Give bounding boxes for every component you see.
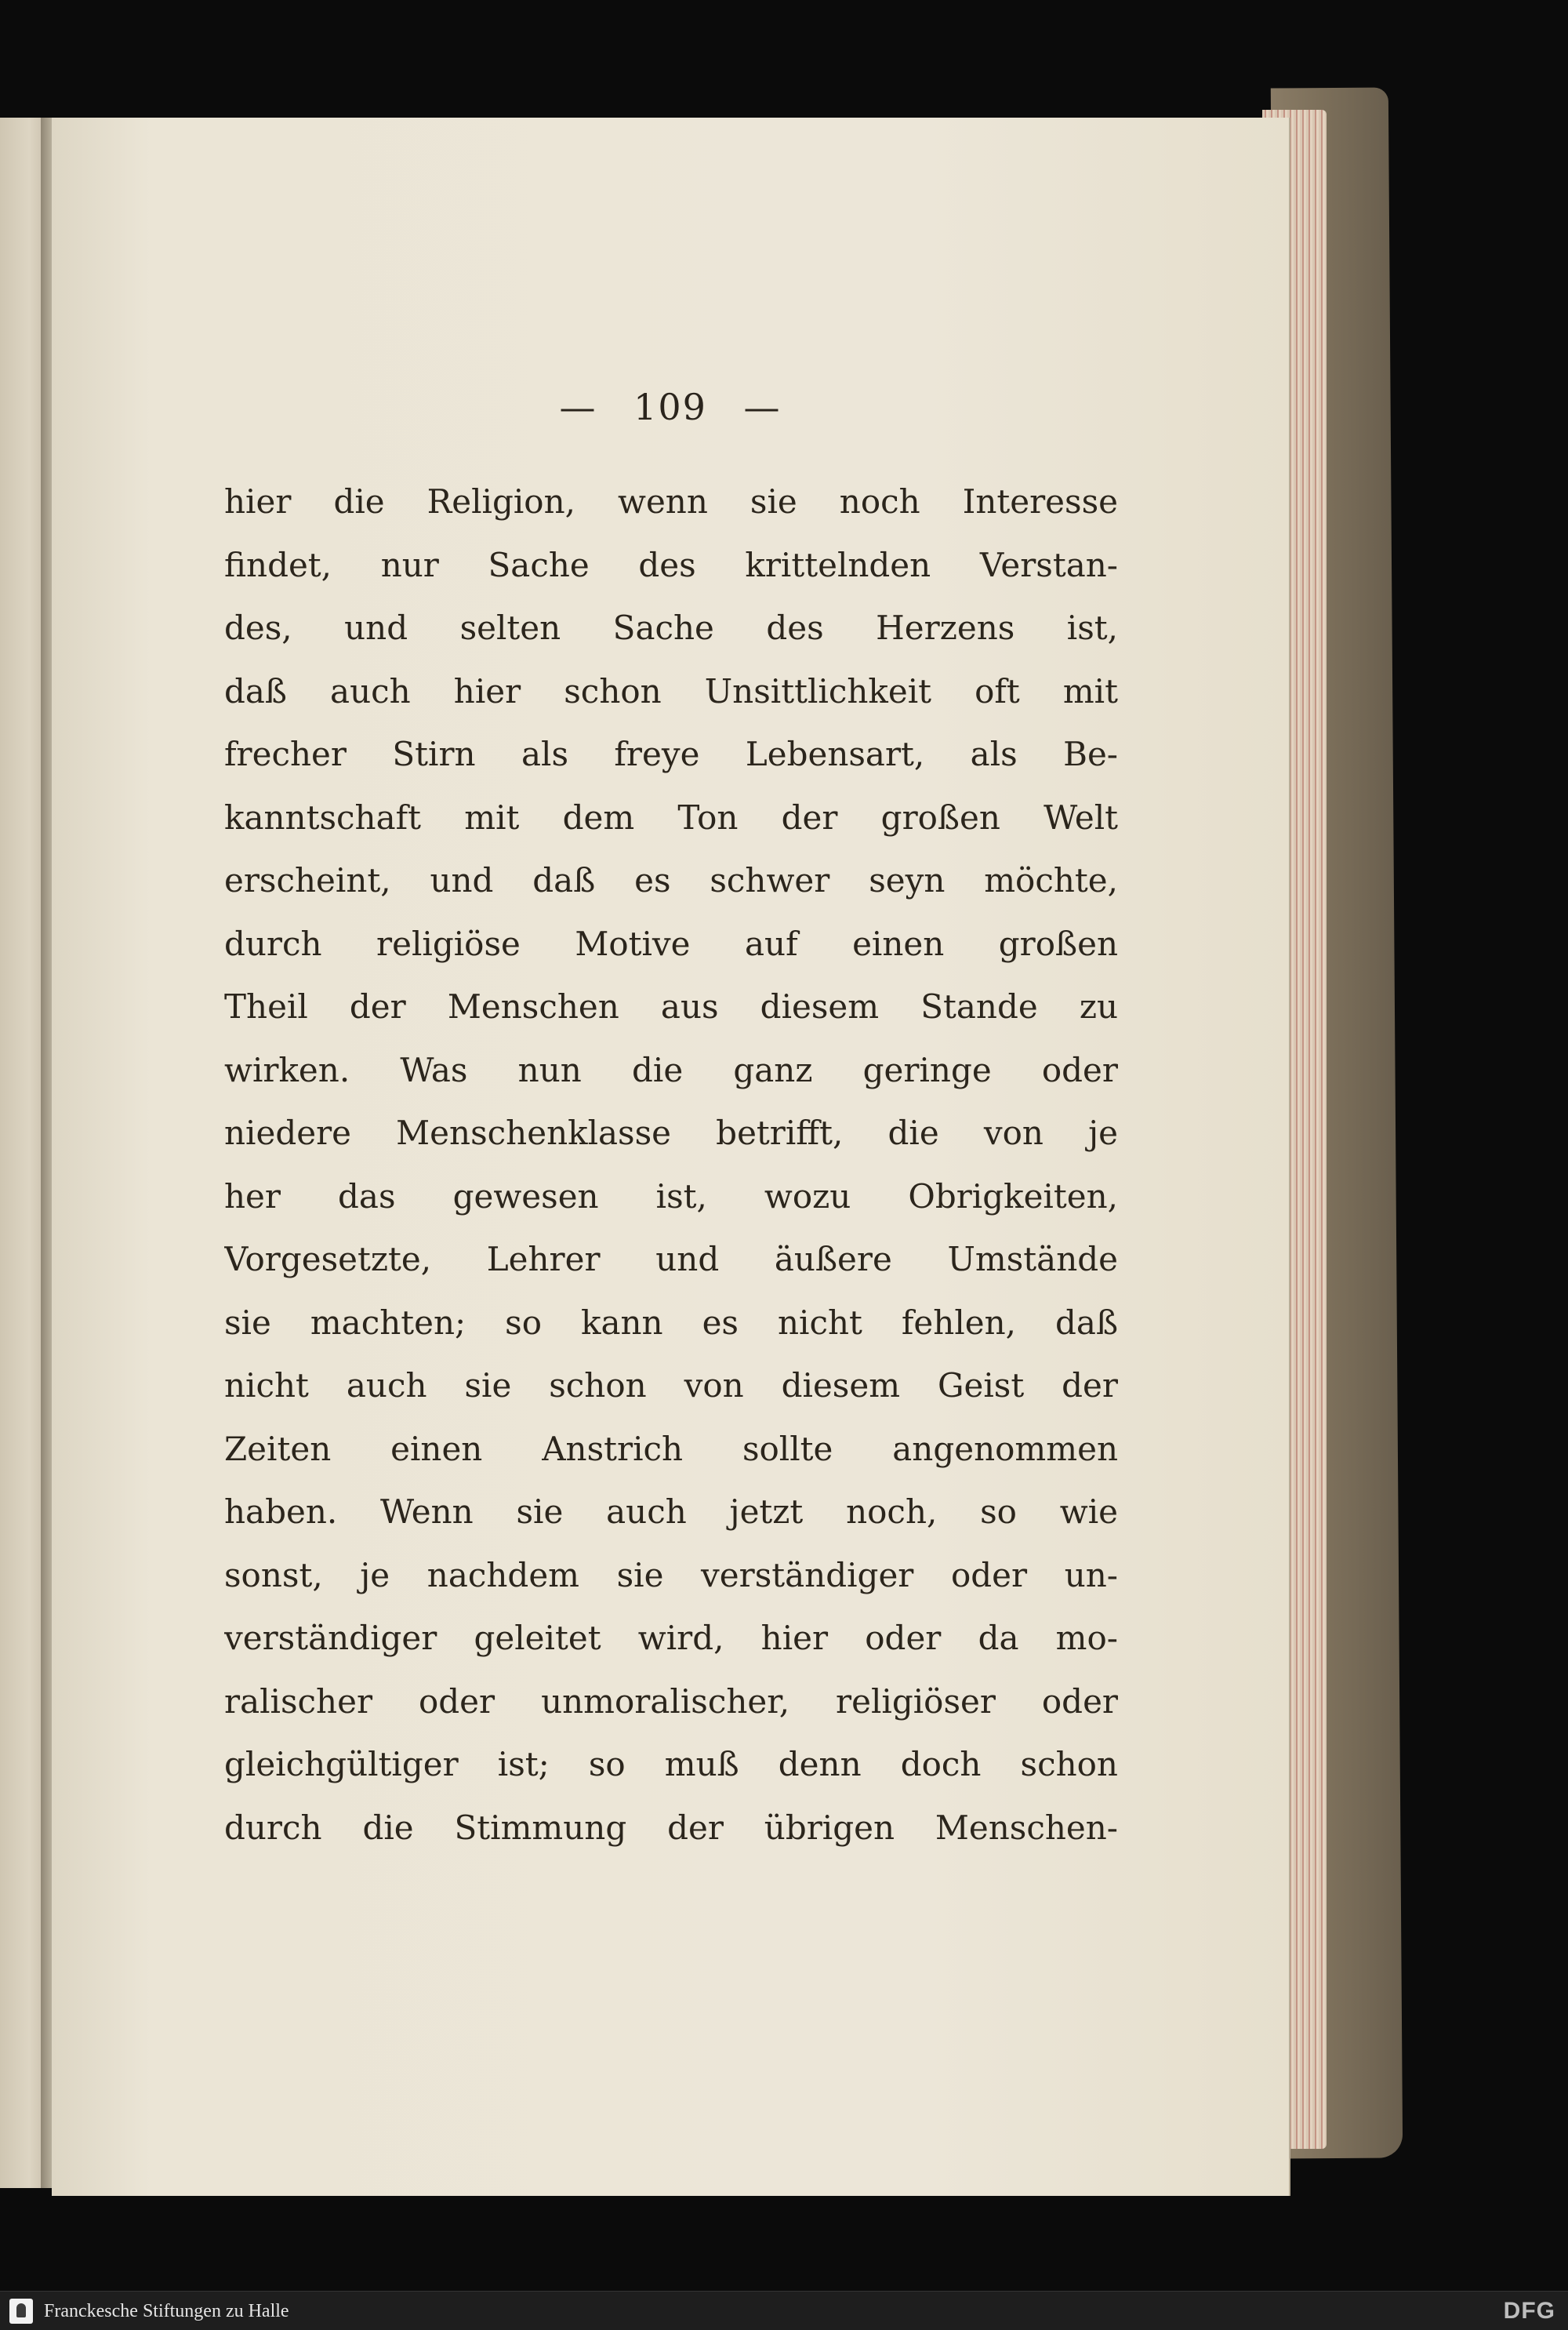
folio-dash-left: —: [559, 386, 597, 428]
text-line: wirken. Was nun die ganz geringe oder: [224, 1050, 1118, 1089]
text-line: sie machten; so kann es nicht fehlen, daß: [224, 1303, 1118, 1342]
text-line: findet, nur Sache des krittelnden Verstan-: [224, 545, 1118, 584]
text-line: her das gewesen ist, wozu Obrigkeiten,: [224, 1176, 1118, 1216]
institution-name: Franckesche Stiftungen zu Halle: [44, 2301, 289, 2321]
page-number: 109: [633, 386, 707, 428]
text-line: ralischer oder unmoralischer, religiöser oder: [224, 1681, 1118, 1721]
dfg-logo: DFG: [1503, 2298, 1555, 2324]
text-line: frecher Stirn als freye Lebensart, als Be-: [224, 735, 1118, 773]
text-line: des, und selten Sache des Herzens ist,: [224, 609, 1118, 647]
text-line: daß auch hier schon Unsittlichkeit oft mit: [224, 671, 1118, 711]
text-line: Vorgesetzte, Lehrer und äußere Umstände: [224, 1240, 1118, 1278]
text-line: gleichgültiger ist; so muß denn doch schon: [224, 1745, 1118, 1783]
text-line: sonst, je nachdem sie verständiger oder un-: [224, 1555, 1118, 1594]
text-line: durch die Stimmung der übrigen Menschen-: [224, 1808, 1118, 1847]
text-line: verständiger geleitet wird, hier oder da mo-: [224, 1619, 1118, 1657]
text-line: hier die Religion, wenn sie noch Interesse: [224, 482, 1118, 521]
folio-dash-right: —: [743, 386, 782, 428]
text-line: erscheint, und daß es schwer seyn möchte,: [224, 861, 1118, 900]
text-line: niedere Menschenklasse betrifft, die von je: [224, 1114, 1118, 1152]
page-number-header: [52, 386, 1289, 428]
text-line: Theil der Menschen aus diesem Stande zu: [224, 987, 1118, 1026]
text-line: haben. Wenn sie auch jetzt noch, so wie: [224, 1492, 1118, 1531]
text-line: kanntschaft mit dem Ton der großen Welt: [224, 798, 1118, 837]
text-line: durch religiöse Motive auf einen großen: [224, 924, 1118, 963]
franckesche-stiftungen-logo-icon: [9, 2299, 33, 2324]
text-line: Zeiten einen Anstrich sollte angenommen: [224, 1429, 1118, 1468]
book-page: [52, 118, 1289, 2196]
body-text: [224, 471, 1118, 1859]
text-line: nicht auch sie schon von diesem Geist der: [224, 1366, 1118, 1405]
viewer-footer: [0, 2291, 1568, 2330]
